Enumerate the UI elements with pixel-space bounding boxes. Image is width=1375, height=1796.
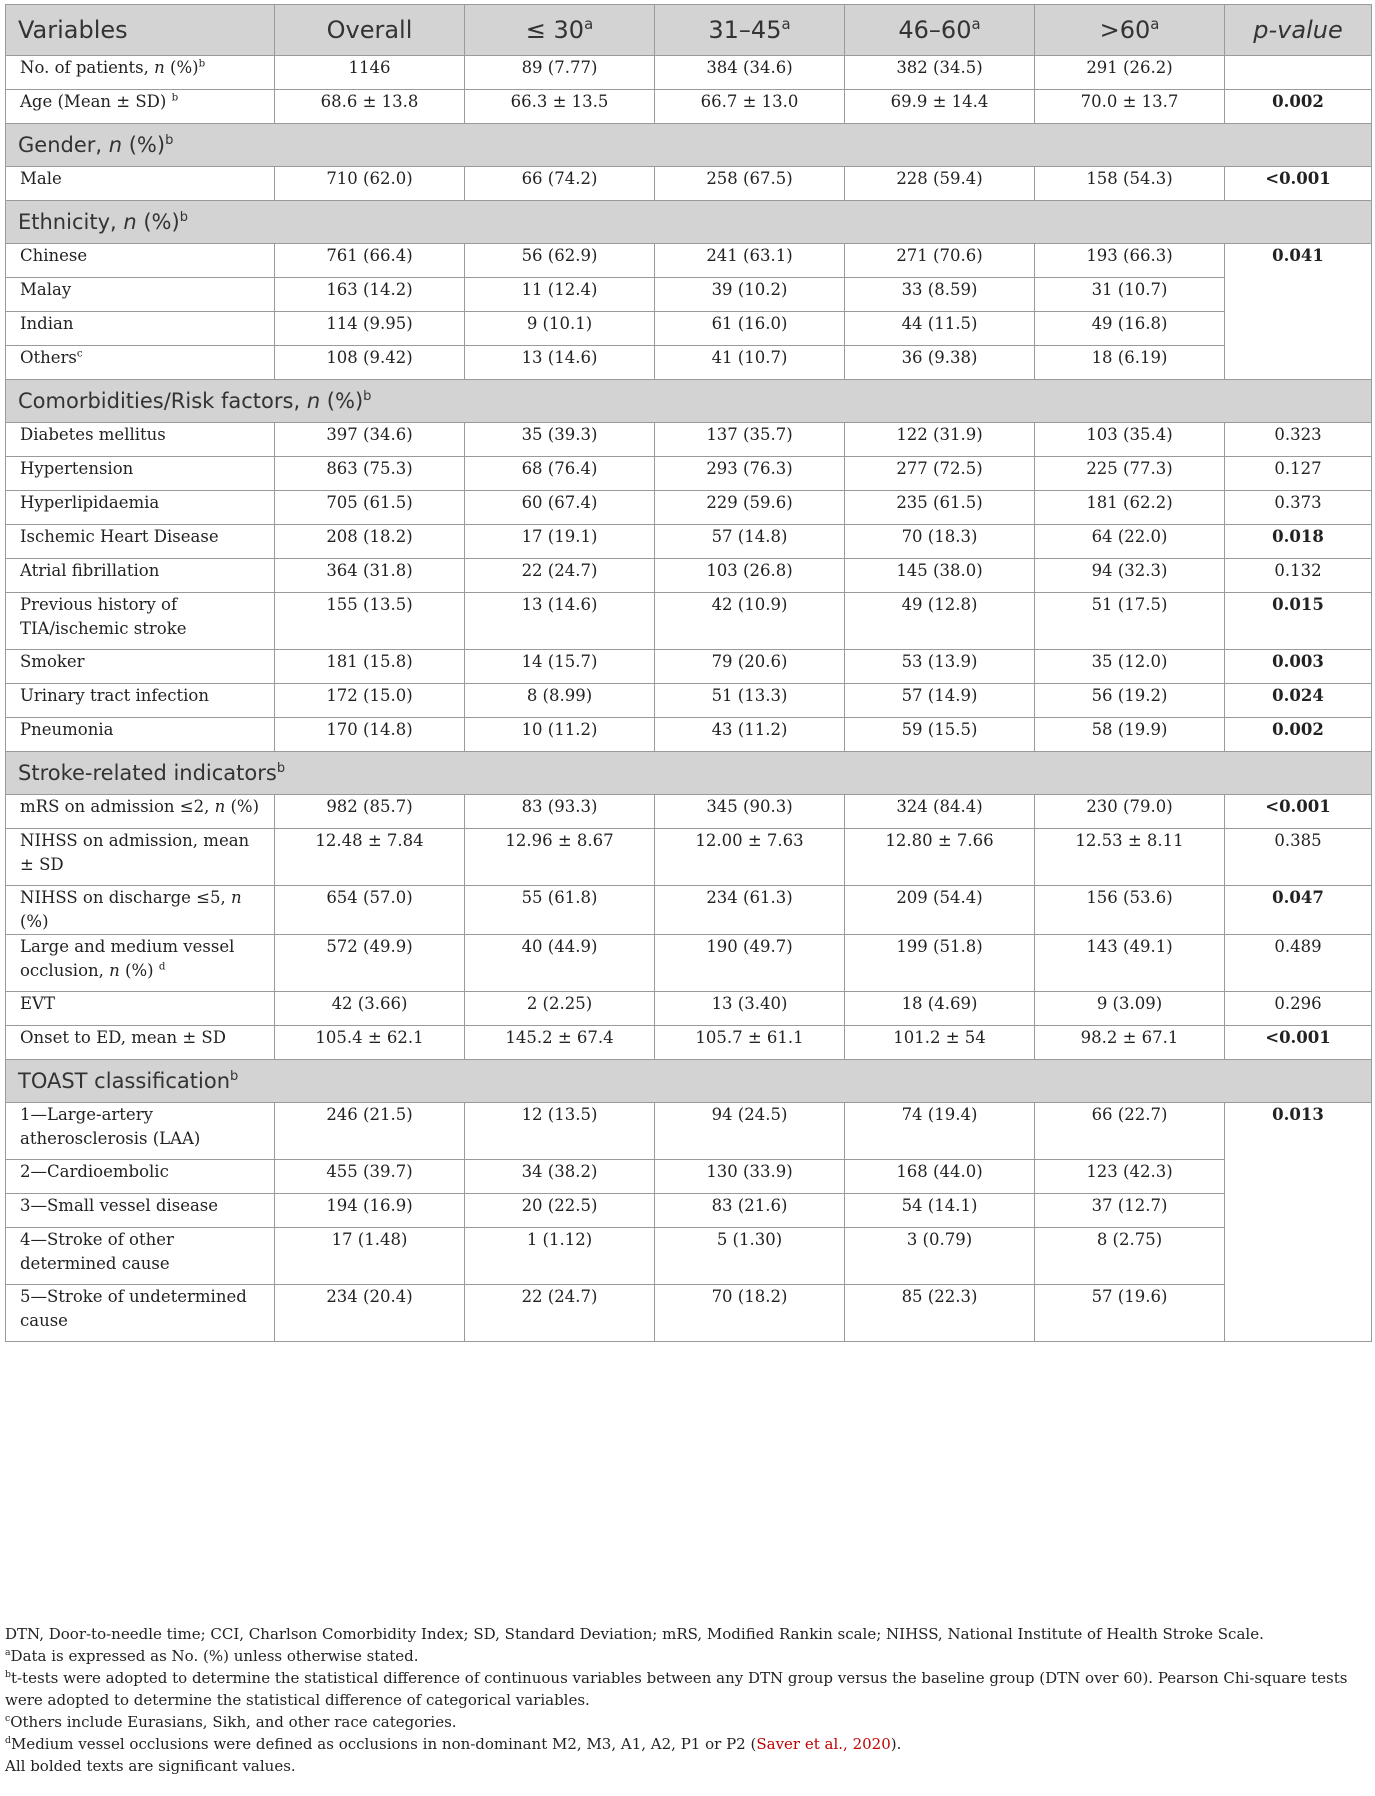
cell: 13 (14.6) [465, 346, 655, 380]
cell: 51 (13.3) [655, 684, 845, 718]
table-row [6, 1103, 1372, 1160]
row-label: Hyperlipidaemia [6, 491, 275, 525]
p-value-cell: 0.013 [1225, 1103, 1372, 1342]
cell: 190 (49.7) [655, 935, 845, 992]
row-label: 2—Cardioembolic [6, 1160, 275, 1194]
table-row [6, 90, 1372, 124]
cell: 54 (14.1) [845, 1194, 1035, 1228]
cell: 94 (24.5) [655, 1103, 845, 1160]
cell: 22 (24.7) [465, 1285, 655, 1342]
cell: 12.00 ± 7.63 [655, 829, 845, 886]
section-header-stroke-indicators [6, 752, 1372, 795]
cell: 51 (17.5) [1035, 593, 1225, 650]
table-row [6, 718, 1372, 752]
row-label: 3—Small vessel disease [6, 1194, 275, 1228]
p-value-cell: 0.024 [1225, 684, 1372, 718]
cell: 271 (70.6) [845, 244, 1035, 278]
table-row [6, 593, 1372, 650]
cell: 68 (76.4) [465, 457, 655, 491]
cell: 199 (51.8) [845, 935, 1035, 992]
header-variables: Variables [6, 5, 275, 56]
cell: 155 (13.5) [275, 593, 465, 650]
table-row [6, 525, 1372, 559]
p-value-cell: 0.002 [1225, 718, 1372, 752]
cell: 57 (19.6) [1035, 1285, 1225, 1342]
row-label: Hypertension [6, 457, 275, 491]
cell: 122 (31.9) [845, 423, 1035, 457]
cell: 37 (12.7) [1035, 1194, 1225, 1228]
cell: 5 (1.30) [655, 1228, 845, 1285]
table-row [6, 559, 1372, 593]
p-value-cell: 0.041 [1225, 244, 1372, 380]
footnote-d: $^d$Medium vessel occlusions were defined as occlusions in non-dominant M2, M3, A1, A2, P1 or P2 (Saver et al., 2020). [5, 1735, 902, 1753]
cell: 85 (22.3) [845, 1285, 1035, 1342]
section-header-toast [6, 1060, 1372, 1103]
table-row [6, 992, 1372, 1026]
cell: 14 (15.7) [465, 650, 655, 684]
p-value-cell: <0.001 [1225, 1026, 1372, 1060]
cell: 70 (18.2) [655, 1285, 845, 1342]
cell: 761 (66.4) [275, 244, 465, 278]
cell: 710 (62.0) [275, 167, 465, 201]
cell: 8 (2.75) [1035, 1228, 1225, 1285]
cell: 70.0 ± 13.7 [1035, 90, 1225, 124]
cell: 158 (54.3) [1035, 167, 1225, 201]
table-row [6, 56, 1372, 90]
citation-link[interactable]: Saver et al., 2020 [756, 1735, 891, 1753]
row-label: Indian [6, 312, 275, 346]
header-p-value: p-value [1225, 5, 1372, 56]
row-label: Chinese [6, 244, 275, 278]
table-row [6, 1285, 1372, 1342]
table-row [6, 935, 1372, 992]
section-label: Gender, n (%)$^b$ [6, 124, 1372, 167]
table-row [6, 650, 1372, 684]
cell: 66.3 ± 13.5 [465, 90, 655, 124]
cell: 39 (10.2) [655, 278, 845, 312]
cell: 13 (14.6) [465, 593, 655, 650]
cell: 9 (3.09) [1035, 992, 1225, 1026]
cell: 982 (85.7) [275, 795, 465, 829]
row-label: 1—Large-artery atherosclerosis (LAA) [6, 1103, 275, 1160]
table-row [6, 795, 1372, 829]
row-label: Ischemic Heart Disease [6, 525, 275, 559]
p-value-cell: 0.323 [1225, 423, 1372, 457]
cell: 108 (9.42) [275, 346, 465, 380]
cell: 235 (61.5) [845, 491, 1035, 525]
cell: 397 (34.6) [275, 423, 465, 457]
table-row [6, 278, 1372, 312]
cell: 170 (14.8) [275, 718, 465, 752]
cell: 234 (61.3) [655, 886, 845, 935]
cell: 105.4 ± 62.1 [275, 1026, 465, 1060]
cell: 35 (12.0) [1035, 650, 1225, 684]
cell: 49 (12.8) [845, 593, 1035, 650]
cell: 137 (35.7) [655, 423, 845, 457]
cell: 291 (26.2) [1035, 56, 1225, 90]
row-label: Smoker [6, 650, 275, 684]
cell: 10 (11.2) [465, 718, 655, 752]
row-label: Others$^c$ [6, 346, 275, 380]
table-row [6, 346, 1372, 380]
cell: 56 (19.2) [1035, 684, 1225, 718]
cell: 49 (16.8) [1035, 312, 1225, 346]
cell: 364 (31.8) [275, 559, 465, 593]
cell: 324 (84.4) [845, 795, 1035, 829]
cell: 18 (6.19) [1035, 346, 1225, 380]
row-label: NIHSS on discharge ≤5, n (%) [6, 886, 275, 935]
table-row [6, 1026, 1372, 1060]
row-label: Atrial fibrillation [6, 559, 275, 593]
section-header-ethnicity [6, 201, 1372, 244]
row-label: No. of patients, n (%)$^b$ [6, 56, 275, 90]
cell: 59 (15.5) [845, 718, 1035, 752]
cell: 114 (9.95) [275, 312, 465, 346]
cell: 70 (18.3) [845, 525, 1035, 559]
cell: 3 (0.79) [845, 1228, 1035, 1285]
section-header-comorbidities [6, 380, 1372, 423]
cell: 194 (16.9) [275, 1194, 465, 1228]
cell: 57 (14.8) [655, 525, 845, 559]
cell: 572 (49.9) [275, 935, 465, 992]
footnote-c: $^c$Others include Eurasians, Sikh, and other race categories. [5, 1713, 457, 1731]
cell: 103 (26.8) [655, 559, 845, 593]
cell: 36 (9.38) [845, 346, 1035, 380]
section-label: Ethnicity, n (%)$^b$ [6, 201, 1372, 244]
cell: 130 (33.9) [655, 1160, 845, 1194]
cell: 105.7 ± 61.1 [655, 1026, 845, 1060]
table-row [6, 312, 1372, 346]
cell: 40 (44.9) [465, 935, 655, 992]
header-46-60: 46–60$^a$ [845, 5, 1035, 56]
cell: 42 (10.9) [655, 593, 845, 650]
cell: 20 (22.5) [465, 1194, 655, 1228]
p-value-cell: 0.127 [1225, 457, 1372, 491]
cell: 705 (61.5) [275, 491, 465, 525]
row-label: Male [6, 167, 275, 201]
cell: 18 (4.69) [845, 992, 1035, 1026]
cell: 12.53 ± 8.11 [1035, 829, 1225, 886]
cell: 35 (39.3) [465, 423, 655, 457]
cell: 94 (32.3) [1035, 559, 1225, 593]
cell: 1 (1.12) [465, 1228, 655, 1285]
row-label: Malay [6, 278, 275, 312]
cell: 66.7 ± 13.0 [655, 90, 845, 124]
cell: 83 (21.6) [655, 1194, 845, 1228]
cell: 145.2 ± 67.4 [465, 1026, 655, 1060]
cell: 230 (79.0) [1035, 795, 1225, 829]
cell: 41 (10.7) [655, 346, 845, 380]
row-label: EVT [6, 992, 275, 1026]
cell: 382 (34.5) [845, 56, 1035, 90]
p-value-cell: <0.001 [1225, 795, 1372, 829]
cell: 225 (77.3) [1035, 457, 1225, 491]
section-label: Comorbidities/Risk factors, n (%)$^b$ [6, 380, 1372, 423]
cell: 42 (3.66) [275, 992, 465, 1026]
cell: 103 (35.4) [1035, 423, 1225, 457]
cell: 208 (18.2) [275, 525, 465, 559]
table-row [6, 886, 1372, 935]
cell: 345 (90.3) [655, 795, 845, 829]
cell: 31 (10.7) [1035, 278, 1225, 312]
header-le30: ≤ $30^a$ [465, 5, 655, 56]
cell: 44 (11.5) [845, 312, 1035, 346]
row-label: Age (Mean ± SD) $^b$ [6, 90, 275, 124]
table-footnotes [5, 1623, 1371, 1777]
cell: 66 (74.2) [465, 167, 655, 201]
cell: 228 (59.4) [845, 167, 1035, 201]
table-row [6, 1194, 1372, 1228]
cell: 277 (72.5) [845, 457, 1035, 491]
p-value-cell: 0.132 [1225, 559, 1372, 593]
cell: 229 (59.6) [655, 491, 845, 525]
cell: 55 (61.8) [465, 886, 655, 935]
cell: 455 (39.7) [275, 1160, 465, 1194]
table-row [6, 423, 1372, 457]
cell: 60 (67.4) [465, 491, 655, 525]
p-value-cell: 0.003 [1225, 650, 1372, 684]
cell: 246 (21.5) [275, 1103, 465, 1160]
cell: 58 (19.9) [1035, 718, 1225, 752]
row-label: Diabetes mellitus [6, 423, 275, 457]
cell: 66 (22.7) [1035, 1103, 1225, 1160]
cell: 13 (3.40) [655, 992, 845, 1026]
footnote-abbreviations: DTN, Door-to-needle time; CCI, Charlson Comorbidity Index; SD, Standard Deviation; mRS, Modified Rankin scale; NIHSS, National Institute of Health Stroke Scale. [5, 1625, 1264, 1643]
footnote-a: $^a$Data is expressed as No. (%) unless otherwise stated. [5, 1647, 419, 1665]
cell: 9 (10.1) [465, 312, 655, 346]
row-label: Previous history of TIA/ischemic stroke [6, 593, 275, 650]
cell: 234 (20.4) [275, 1285, 465, 1342]
cell: 172 (15.0) [275, 684, 465, 718]
footnote-b: $^b$t-tests were adopted to determine the statistical difference of continuous variables between any DTN group versus the baseline group (DTN over 60). Pearson Chi-square tests were adopted to determine the statistical difference of categorical variables. [5, 1669, 1348, 1709]
cell: 863 (75.3) [275, 457, 465, 491]
header-overall: Overall [275, 5, 465, 56]
cell: 12 (13.5) [465, 1103, 655, 1160]
section-label: Stroke-related indicators$^b$ [6, 752, 1372, 795]
cell: 12.80 ± 7.66 [845, 829, 1035, 886]
cell: 241 (63.1) [655, 244, 845, 278]
cell: 123 (42.3) [1035, 1160, 1225, 1194]
cell: 57 (14.9) [845, 684, 1035, 718]
p-value-cell: 0.015 [1225, 593, 1372, 650]
cell: 258 (67.5) [655, 167, 845, 201]
cell: 83 (93.3) [465, 795, 655, 829]
row-label: NIHSS on admission, mean ± SD [6, 829, 275, 886]
row-label: Pneumonia [6, 718, 275, 752]
row-label: Urinary tract infection [6, 684, 275, 718]
p-value-cell: 0.047 [1225, 886, 1372, 935]
cell: 11 (12.4) [465, 278, 655, 312]
cell: 193 (66.3) [1035, 244, 1225, 278]
cell: 64 (22.0) [1035, 525, 1225, 559]
cell: 74 (19.4) [845, 1103, 1035, 1160]
cell: 156 (53.6) [1035, 886, 1225, 935]
p-value-cell: 0.385 [1225, 829, 1372, 886]
p-value-cell: 0.296 [1225, 992, 1372, 1026]
row-label: 5—Stroke of undetermined cause [6, 1285, 275, 1342]
row-label: Onset to ED, mean ± SD [6, 1026, 275, 1060]
cell: 33 (8.59) [845, 278, 1035, 312]
cell: 181 (15.8) [275, 650, 465, 684]
cell: 89 (7.77) [465, 56, 655, 90]
cell: 384 (34.6) [655, 56, 845, 90]
section-header-gender [6, 124, 1372, 167]
row-label: 4—Stroke of other determined cause [6, 1228, 275, 1285]
cell: 2 (2.25) [465, 992, 655, 1026]
cell: 53 (13.9) [845, 650, 1035, 684]
cell: 17 (19.1) [465, 525, 655, 559]
cell: 98.2 ± 67.1 [1035, 1026, 1225, 1060]
header-31-45: 31–45$^a$ [655, 5, 845, 56]
table-row [6, 167, 1372, 201]
cell: 143 (49.1) [1035, 935, 1225, 992]
cell: 79 (20.6) [655, 650, 845, 684]
p-value-cell [1225, 56, 1372, 90]
p-value-cell: 0.018 [1225, 525, 1372, 559]
footnote-bold-note: All bolded texts are significant values. [5, 1757, 296, 1775]
p-value-cell: 0.489 [1225, 935, 1372, 992]
cell: 168 (44.0) [845, 1160, 1035, 1194]
cell: 8 (8.99) [465, 684, 655, 718]
cell: 12.96 ± 8.67 [465, 829, 655, 886]
p-value-cell: <0.001 [1225, 167, 1372, 201]
cell: 654 (57.0) [275, 886, 465, 935]
cell: 1146 [275, 56, 465, 90]
table-row [6, 829, 1372, 886]
table-row [6, 684, 1372, 718]
cell: 145 (38.0) [845, 559, 1035, 593]
row-label: mRS on admission ≤2, n (%) [6, 795, 275, 829]
p-value-cell: 0.373 [1225, 491, 1372, 525]
p-value-cell: 0.002 [1225, 90, 1372, 124]
header-row [6, 5, 1372, 56]
cell: 101.2 ± 54 [845, 1026, 1035, 1060]
table-header [6, 5, 1372, 56]
cell: 69.9 ± 14.4 [845, 90, 1035, 124]
table-row [6, 1160, 1372, 1194]
section-label: TOAST classification$^b$ [6, 1060, 1372, 1103]
cell: 34 (38.2) [465, 1160, 655, 1194]
cell: 209 (54.4) [845, 886, 1035, 935]
row-label: Large and medium vessel occlusion, n (%) $^d$ [6, 935, 275, 992]
cell: 12.48 ± 7.84 [275, 829, 465, 886]
cell: 43 (11.2) [655, 718, 845, 752]
cell: 17 (1.48) [275, 1228, 465, 1285]
table-row [6, 1228, 1372, 1285]
cell: 61 (16.0) [655, 312, 845, 346]
baseline-characteristics-table [5, 4, 1372, 1342]
cell: 163 (14.2) [275, 278, 465, 312]
header-gt60: $>60^a$ [1035, 5, 1225, 56]
cell: 181 (62.2) [1035, 491, 1225, 525]
table-row [6, 244, 1372, 278]
cell: 22 (24.7) [465, 559, 655, 593]
cell: 68.6 ± 13.8 [275, 90, 465, 124]
table-row [6, 457, 1372, 491]
cell: 56 (62.9) [465, 244, 655, 278]
table-row [6, 491, 1372, 525]
cell: 293 (76.3) [655, 457, 845, 491]
